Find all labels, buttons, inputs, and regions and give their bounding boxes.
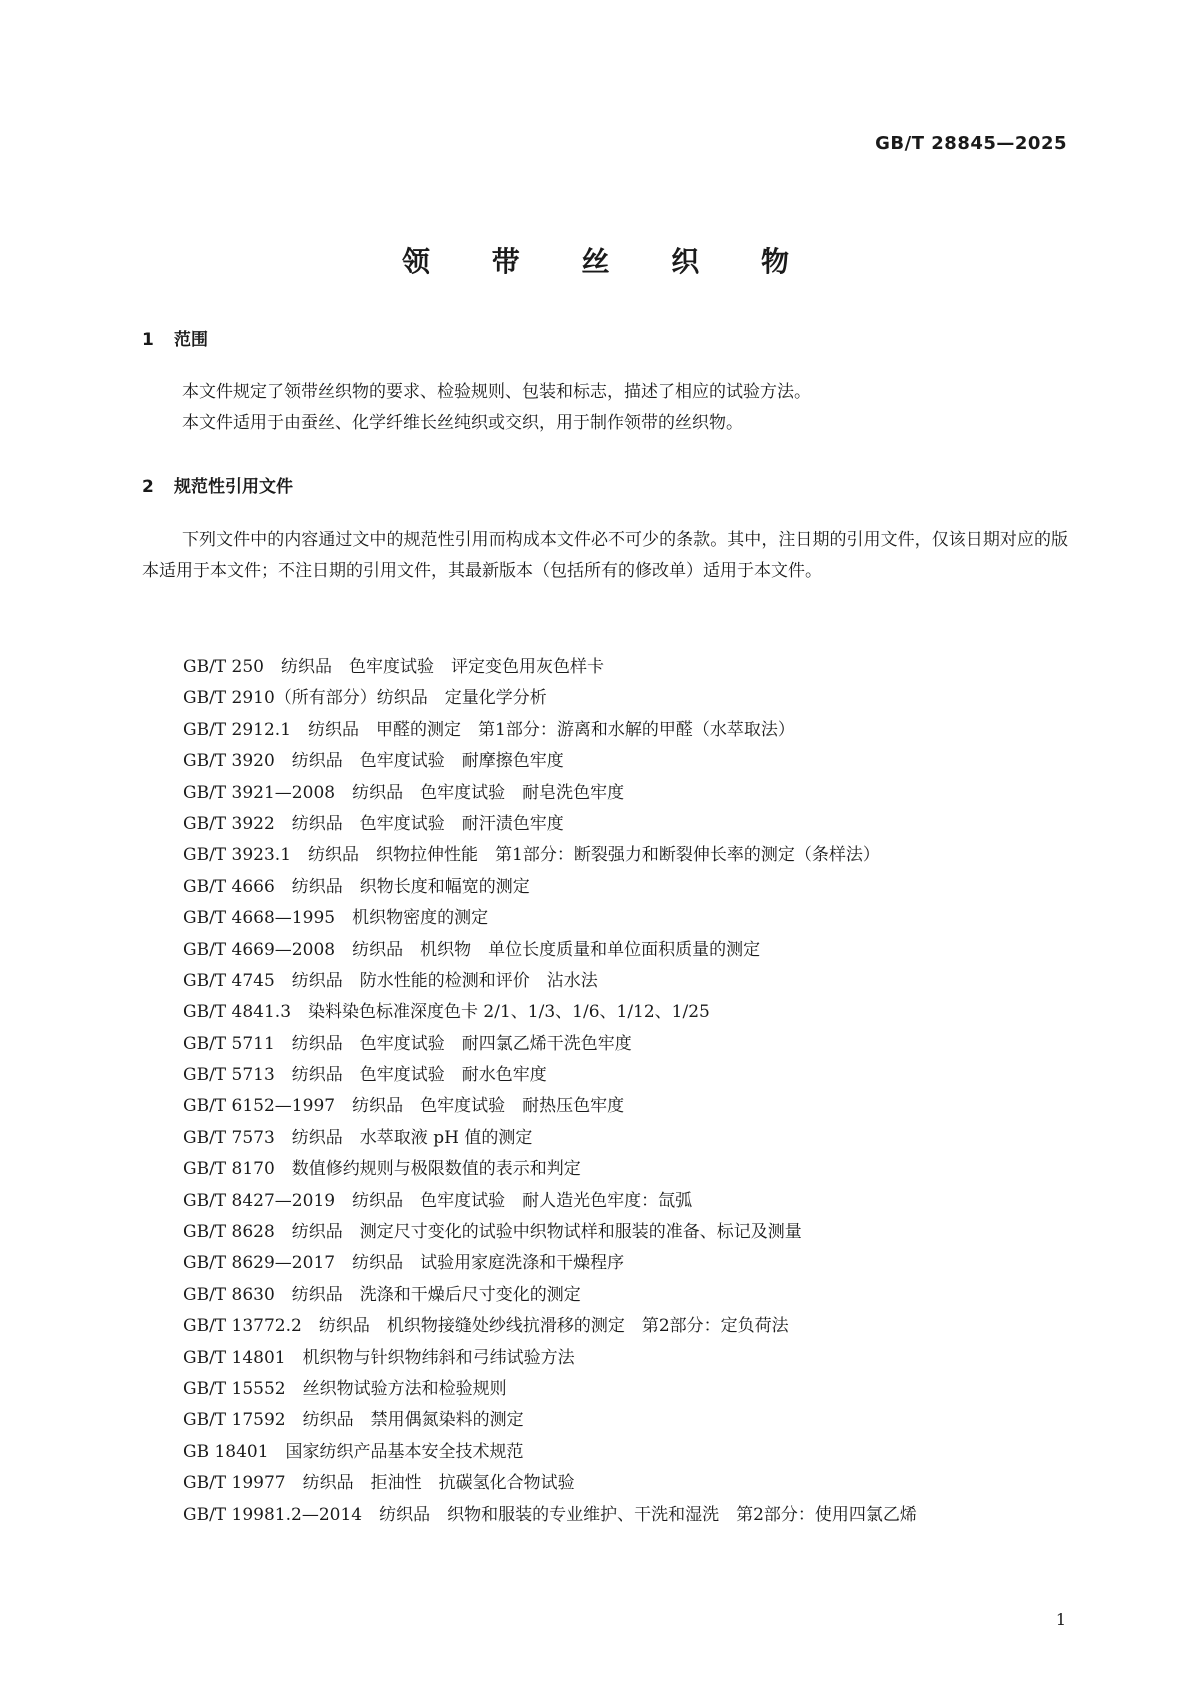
reference-item: GB/T 6152—1997 纺织品 色牢度试验 耐热压色牢度 <box>183 1096 625 1117</box>
reference-item: GB/T 3923.1 纺织品 织物拉伸性能 第1部分：断裂强力和断裂伸长率的测定（条样法） <box>183 845 880 866</box>
reference-item: GB/T 8427—2019 纺织品 色牢度试验 耐人造光色牢度：氙弧 <box>183 1190 693 1211</box>
page-number: 1 <box>1055 1610 1066 1629</box>
reference-item: GB/T 2910（所有部分）纺织品 定量化学分析 <box>183 688 547 709</box>
reference-item: GB/T 5713 纺织品 色牢度试验 耐水色牢度 <box>183 1065 547 1086</box>
reference-item: GB/T 4745 纺织品 防水性能的检测和评价 沾水法 <box>183 970 598 991</box>
reference-item: GB/T 15552 丝织物试验方法和检验规则 <box>183 1378 507 1399</box>
section-2-title: 规范性引用文件 <box>174 477 293 497</box>
reference-item: GB/T 4668—1995 机织物密度的测定 <box>183 908 489 929</box>
reference-item: GB/T 5711 纺织品 色牢度试验 耐四氯乙烯干洗色牢度 <box>183 1033 632 1054</box>
section-1-number: 1 <box>142 330 154 350</box>
reference-item: GB/T 8170 数值修约规则与极限数值的表示和判定 <box>183 1159 581 1180</box>
reference-item: GB/T 7573 纺织品 水萃取液 pH 值的测定 <box>183 1127 533 1148</box>
reference-item: GB/T 250 纺织品 色牢度试验 评定变色用灰色样卡 <box>183 657 604 677</box>
reference-item: GB/T 4841.3 染料染色标准深度色卡 2/1、1/3、1/6、1/12、1/25 <box>183 1002 710 1023</box>
section-2-number: 2 <box>142 477 154 497</box>
reference-item: GB/T 4669—2008 纺织品 机织物 单位长度质量和单位面积质量的测定 <box>183 939 761 960</box>
reference-item: GB/T 8630 纺织品 洗涤和干燥后尺寸变化的测定 <box>183 1284 581 1305</box>
reference-item: GB/T 14801 机织物与针织物纬斜和弓纬试验方法 <box>183 1347 575 1368</box>
reference-item: GB/T 8628 纺织品 测定尺寸变化的试验中织物试样和服装的准备、标记及测量 <box>183 1222 802 1243</box>
normative-references-list <box>183 652 917 1531</box>
reference-item: GB/T 19977 纺织品 拒油性 抗碳氢化合物试验 <box>183 1473 575 1494</box>
reference-item: GB/T 3922 纺织品 色牢度试验 耐汗渍色牢度 <box>183 813 564 834</box>
reference-item: GB/T 17592 纺织品 禁用偶氮染料的测定 <box>183 1410 524 1431</box>
reference-item: GB/T 4666 纺织品 织物长度和幅宽的测定 <box>183 876 530 897</box>
reference-item: GB/T 13772.2 纺织品 机织物接缝处纱线抗滑移的测定 第2部分：定负荷法 <box>183 1316 789 1337</box>
section-1-title: 范围 <box>174 330 208 350</box>
reference-item: GB/T 3920 纺织品 色牢度试验 耐摩擦色牢度 <box>183 751 564 772</box>
document-title: 领 带 丝 织 物 <box>402 245 815 278</box>
section-1-heading <box>142 325 208 350</box>
reference-item: GB/T 2912.1 纺织品 甲醛的测定 第1部分：游离和水解的甲醛（水萃取法） <box>183 719 795 740</box>
standard-code: GB/T 28845—2025 <box>875 133 1067 154</box>
reference-item: GB/T 8629—2017 纺织品 试验用家庭洗涤和干燥程序 <box>183 1253 625 1274</box>
reference-item: GB/T 19981.2—2014 纺织品 织物和服装的专业维护、干洗和湿洗 第2部分：使用四氯乙烯 <box>183 1504 917 1525</box>
reference-item: GB 18401 国家纺织产品基本安全技术规范 <box>183 1441 524 1462</box>
references-intro: 下列文件中的内容通过文中的规范性引用而构成本文件必不可少的条款。其中，注日期的引用文件，仅该日期对应的版本适用于本文件；不注日期的引用文件，其最新版本（包括所有的修改单）适用于本文件。 <box>142 530 1068 581</box>
scope-paragraph-2: 本文件适用于由蚕丝、化学纤维长丝纯织或交织，用于制作领带的丝织物。 <box>182 413 743 433</box>
section-2-heading <box>142 472 293 497</box>
reference-item: GB/T 3921—2008 纺织品 色牢度试验 耐皂洗色牢度 <box>183 782 625 803</box>
scope-paragraph-1: 本文件规定了领带丝织物的要求、检验规则、包装和标志，描述了相应的试验方法。 <box>182 382 811 402</box>
